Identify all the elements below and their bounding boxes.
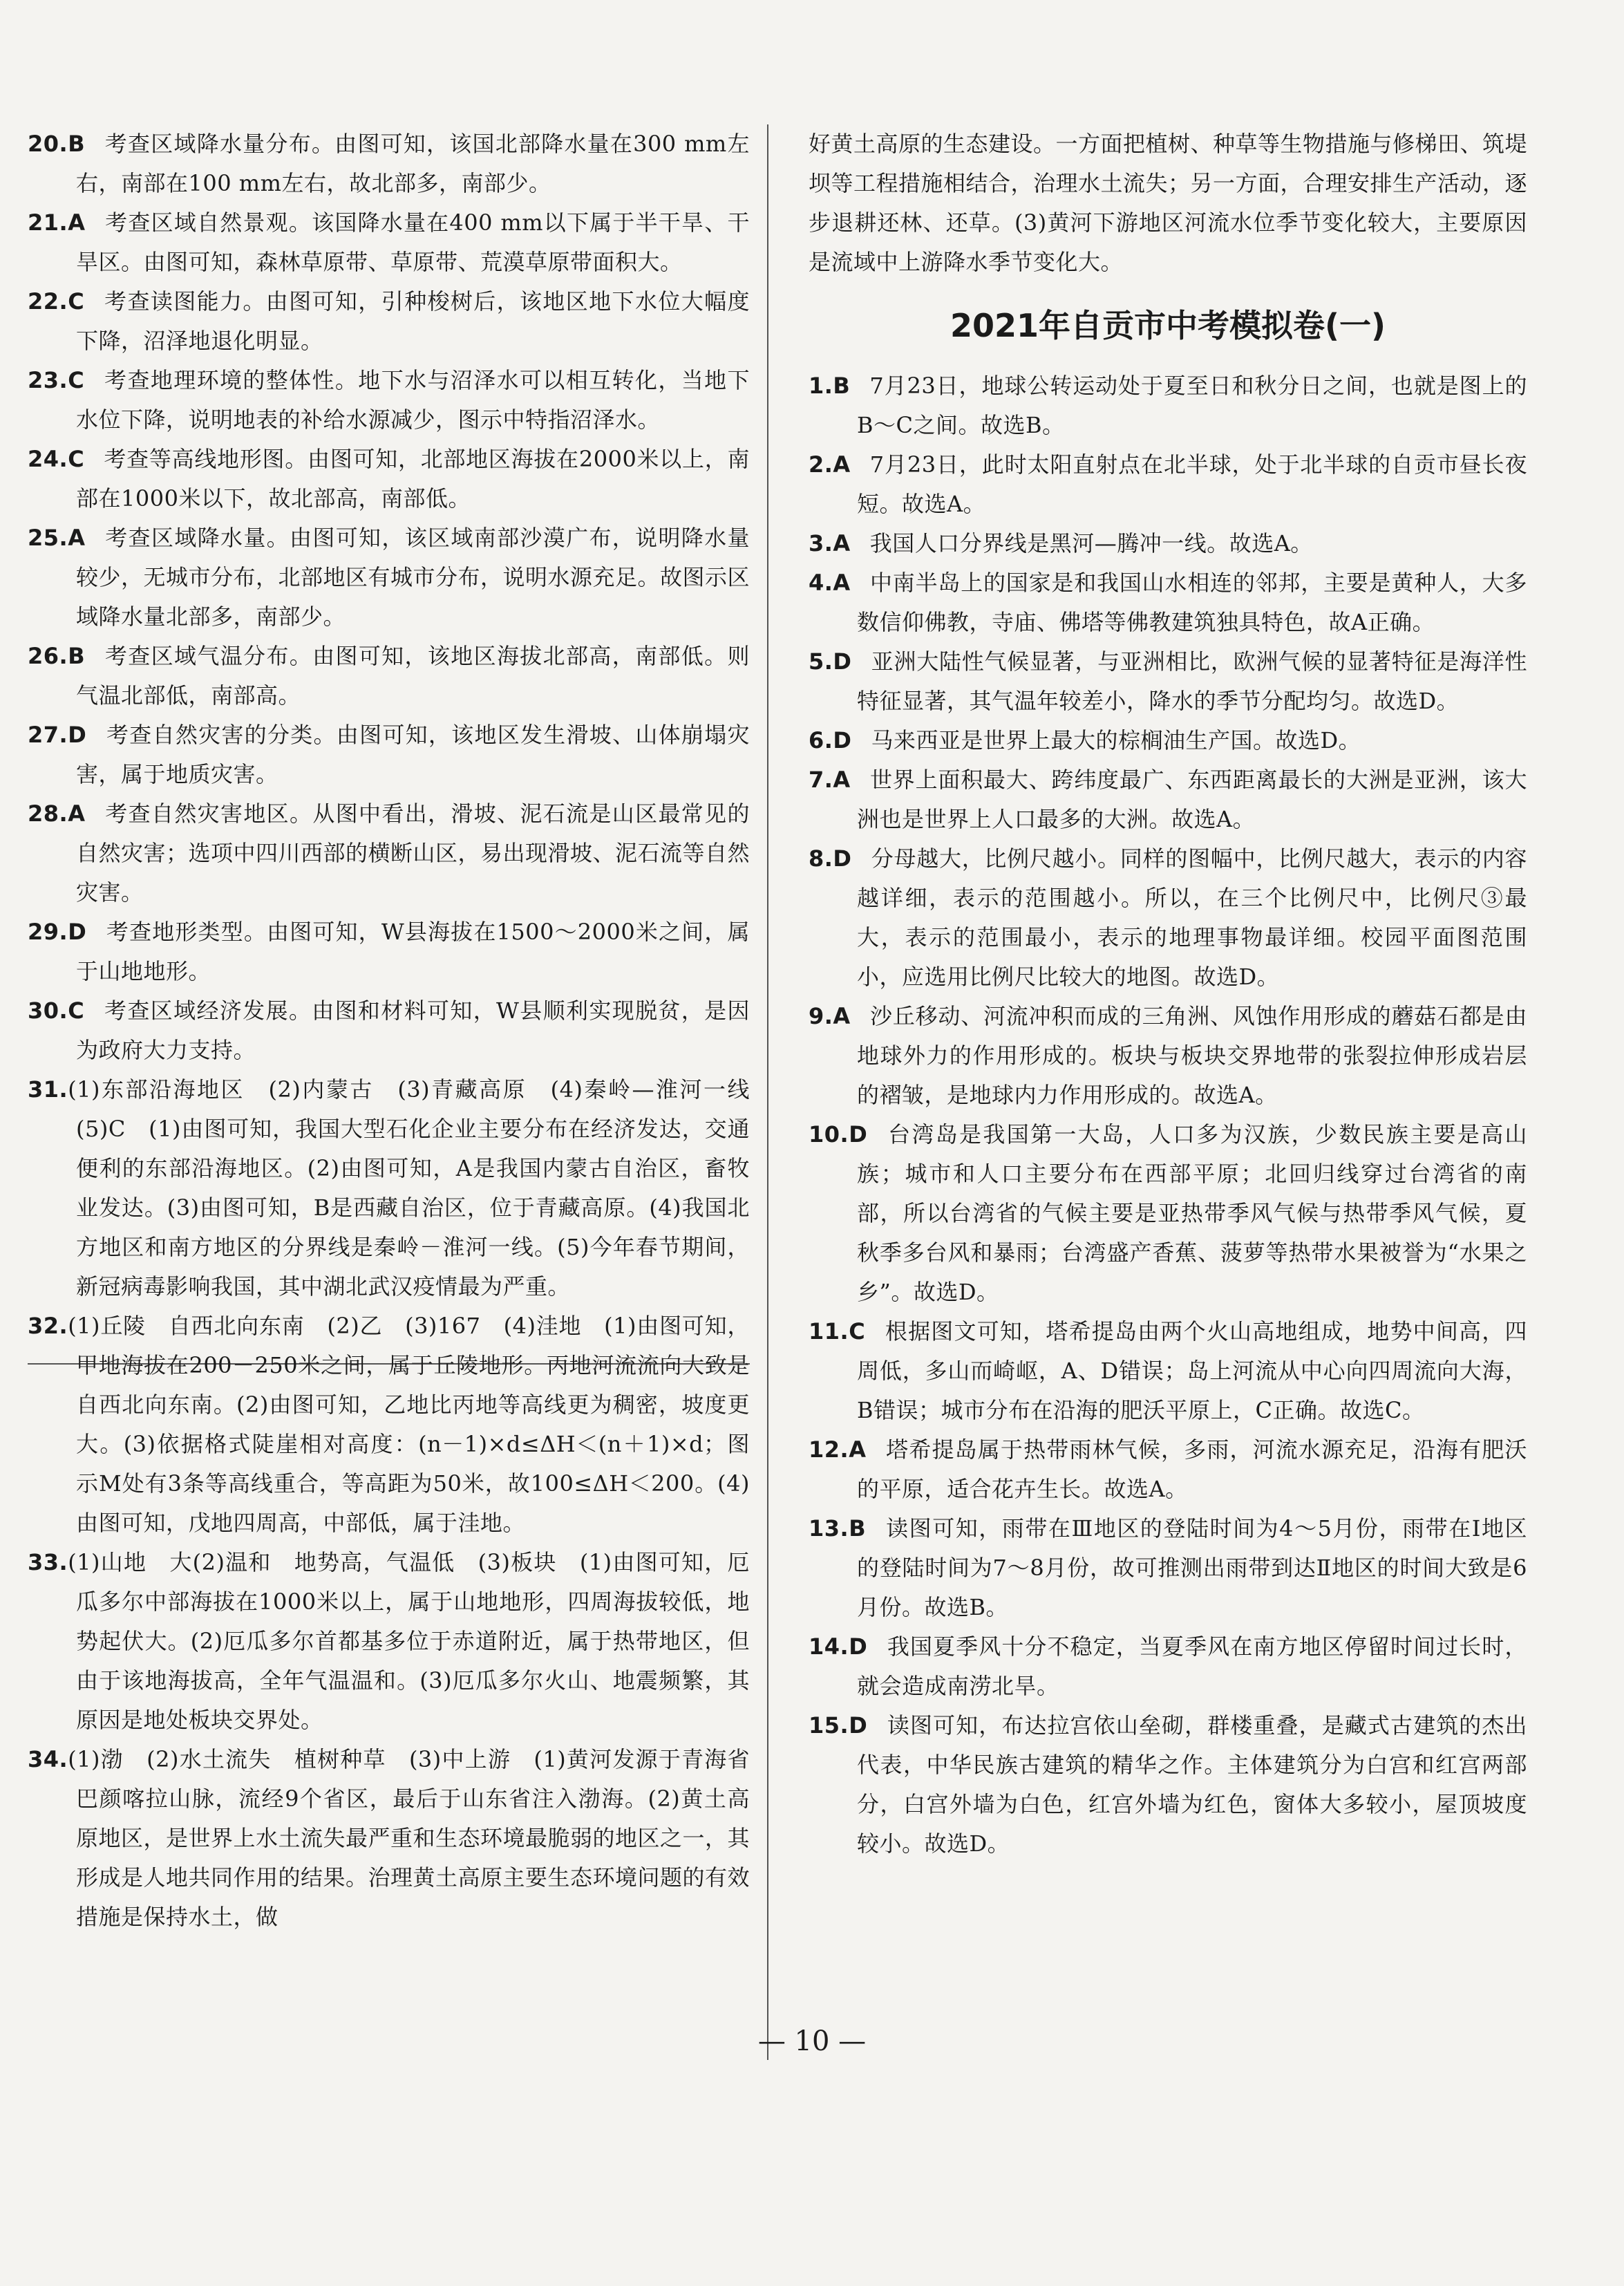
answer-item [28,440,750,518]
answer-explanation: 沙丘移动、河流冲积而成的三角洲、风蚀作用形成的蘑菇石都是由地球外力的作用形成的。板块与板块交界地带的张裂拉伸形成岩层的褶皱，是地球内力作用形成的。故选A。 [857,1003,1527,1108]
answer-item [28,912,750,991]
answer-explanation: (1)丘陵 自西北向东南 (2)乙 (3)167 (4)洼地 (1)由图可知，甲地海拔在200－250米之间，属于丘陵地形。丙地河流流向大致是自西北向东南。(2)由图可知，乙地比丙地等高线更为稠密，坡度更大。(3)依据格式陡崖相对高度：(n－1)×d≤ΔH＜(n＋1)×d；图示M处有3条等高线重合，等高距为50米，故100≤ΔH＜200。(4)由图可知，戊地四周高，中部低，属于洼地。 [68,1313,750,1536]
question-number: 6. [809,727,833,753]
answer-letter: B [68,643,86,669]
question-number: 7. [809,767,833,793]
answer-explanation: (1)东部沿海地区 (2)内蒙古 (3)青藏高原 (4)秦岭—淮河一线 (5)C (1)由图可知，我国大型石化企业主要分布在经济发达，交通便利的东部沿海地区。(2)由图可知，A是我国内蒙古自治区，畜牧业发达。(3)由图可知，B是西藏自治区，位于青藏高原。(4)我国北方地区和南方地区的分界线是秦岭－淮河一线。(5)今年春节期间，新冠病毒影响我国，其中湖北武汉疫情最为严重。 [68,1076,773,1300]
answer-explanation: 我国夏季风十分不稳定，当夏季风在南方地区停留时间过长时，就会造成南涝北旱。 [857,1633,1527,1699]
answer-item [809,524,1527,563]
answer-letter: C [849,1318,866,1345]
question-number: 29. [28,919,68,945]
answer-explanation: 考查区域自然景观。该国降水量在400 mm以下属于半干旱、干旱区。由图可知，森林草原带、草原带、荒漠草原带面积大。 [76,209,750,275]
right-answer-list [809,366,1527,1864]
answer-letter: A [68,525,86,551]
question-number: 8. [809,845,833,872]
answer-letter: A [849,1436,867,1463]
answer-explanation: 考查地形类型。由图可知，W县海拔在1500～2000米之间，属于山地地形。 [76,919,750,984]
question-number: 24. [28,446,68,472]
answer-item [809,563,1527,642]
answer-letter: C [68,446,85,472]
answer-letter: A [833,451,851,478]
answer-letter: B [833,373,851,399]
answer-item [28,203,750,282]
answer-letter: A [68,209,86,236]
answer-letter: B [849,1515,867,1542]
answer-explanation: 7月23日，此时太阳直射点在北半球，处于北半球的自贡市昼长夜短。故选A。 [857,451,1527,517]
answer-explanation: 世界上面积最大、跨纬度最广、东西距离最长的大洲是亚洲，该大洲也是世界上人口最多的大洲。故选A。 [857,767,1527,832]
question-number: 31. [28,1076,68,1103]
answer-explanation: 塔希提岛属于热带雨林气候，多雨，河流水源充足，沿海有肥沃的平原，适合花卉生长。故选A。 [857,1436,1527,1502]
answer-item [809,1312,1527,1430]
answer-item [809,1627,1527,1706]
answer-explanation: 台湾岛是我国第一大岛，人口多为汉族，少数民族主要是高山族；城市和人口主要分布在西部平原；北回归线穿过台湾省的南部，所以台湾省的气候主要是亚热带季风气候与热带季风气候，夏秋季多台风和暴雨；台湾盛产香蕉、菠萝等热带水果被誉为“水果之乡”。故选D。 [857,1121,1527,1305]
question-number: 1. [809,373,833,399]
answer-item [28,518,750,637]
answer-letter: A [833,1003,851,1029]
answer-explanation: 中南半岛上的国家是和我国山水相连的邻邦，主要是黄种人，大多数信仰佛教，寺庙、佛塔等佛教建筑独具特色，故A正确。 [857,570,1527,635]
answer-explanation: 根据图文可知，塔希提岛由两个火山高地组成，地势中间高，四周低，多山而崎岖，A、D错误；岛上河流从中心向四周流向大海，B错误；城市分布在沿海的肥沃平原上，C正确。故选C。 [857,1318,1527,1423]
answer-letter: D [849,1712,868,1739]
answer-item [28,991,750,1070]
answer-explanation: 考查区域降水量。由图可知，该区域南部沙漠广布，说明降水量较少，无城市分布，北部地区有城市分布，说明水源充足。故图示区域降水量北部多，南部少。 [76,525,750,630]
answer-explanation: 亚洲大陆性气候显著，与亚洲相比，欧洲气候的显著特征是海洋性特征显著，其气温年较差小，降水的季节分配均匀。故选D。 [857,648,1527,714]
answer-explanation: 我国人口分界线是黑河—腾冲一线。故选A。 [869,530,1313,556]
answer-explanation: 考查区域气温分布。由图可知，该地区海拔北部高，南部低。则气温北部低，南部高。 [76,643,750,709]
question-number: 14. [809,1633,849,1660]
page-number: — 10 — [757,2025,867,2057]
answer-letter: C [68,367,85,393]
continued-answer-text: 好黄土高原的生态建设。一方面把植树、种草等生物措施与修梯田、筑堤坝等工程措施相结合，治理水土流失；另一方面，合理安排生产活动，逐步退耕还林、还草。(3)黄河下游地区河流水位季节变化较大，主要原因是流域中上游降水季节变化大。 [809,131,1528,275]
answer-letter: D [68,722,87,748]
answer-explanation: 考查区域经济发展。由图和材料可知，W县顺利实现脱贫，是因为政府大力支持。 [76,997,750,1063]
answer-item [28,794,750,912]
answer-letter: C [68,997,85,1024]
question-number: 13. [809,1515,849,1542]
question-number: 4. [809,570,833,596]
answer-letter: D [849,1633,868,1660]
question-number: 32. [28,1313,68,1339]
answer-letter: A [833,767,851,793]
answer-item [28,1070,773,1306]
question-number: 21. [28,209,68,236]
answer-letter: B [68,131,86,157]
answer-explanation: 考查自然灾害地区。从图中看出，滑坡、泥石流是山区最常见的自然灾害；选项中四川西部的横断山区，易出现滑坡、泥石流等自然灾害。 [76,800,750,906]
answer-item [28,1740,750,1937]
answer-letter: A [68,800,86,827]
question-number: 25. [28,525,68,551]
answer-item [28,361,750,440]
question-number: 9. [809,1003,833,1029]
answer-explanation: (1)山地 大(2)温和 地势高，气温低 (3)板块 (1)由图可知，厄瓜多尔中部海拔在1000米以上，属于山地地形，四周海拔较低，地势起伏大。(2)厄瓜多尔首都基多位于赤道附近，属于热带地区，但由于该地海拔高，全年气温温和。(3)厄瓜多尔火山、地震频繁，其原因是地处板块交界处。 [68,1549,750,1733]
answer-explanation: 7月23日，地球公转运动处于夏至日和秋分日之间，也就是图上的B～C之间。故选B。 [857,373,1527,438]
answer-explanation: 马来西亚是世界上最大的棕榈油生产国。故选D。 [871,727,1361,753]
answer-item [809,1706,1527,1864]
answer-explanation: 考查等高线地形图。由图可知，北部地区海拔在2000米以上，南部在1000米以下，故北部高，南部低。 [76,446,750,512]
answer-letter: C [68,288,85,315]
answer-letter: D [833,845,852,872]
answer-item [809,721,1527,760]
answer-item [28,1306,750,1543]
answer-explanation: 考查区域降水量分布。由图可知，该国北部降水量在300 mm左右，南部在100 mm左右，故北部多，南部少。 [76,131,750,196]
answer-letter: D [68,919,87,945]
answer-item [809,760,1527,839]
answer-explanation: 考查读图能力。由图可知，引种梭树后，该地区地下水位大幅度下降，沼泽地退化明显。 [76,288,750,354]
question-number: 20. [28,131,68,157]
question-number: 10. [809,1121,849,1147]
answer-item [28,282,750,361]
answer-item [809,642,1527,721]
answer-item [809,839,1527,997]
answer-explanation: 分母越大，比例尺越小。同样的图幅中，比例尺越大，表示的内容越详细，表示的范围越小。所以，在三个比例尺中，比例尺③最大，表示的范围最小，表示的地理事物最详细。校园平面图范围小，应选用比例尺比较大的地图。故选D。 [857,845,1527,990]
question-number: 27. [28,722,68,748]
answer-item [809,997,1527,1115]
answer-item [28,715,750,794]
answer-letter: D [849,1121,868,1147]
question-number: 22. [28,288,68,315]
question-number: 23. [28,367,68,393]
left-answer-list [28,124,773,1937]
question-number: 3. [809,530,833,556]
answer-item [28,637,750,715]
question-number: 11. [809,1318,849,1345]
answer-item [809,1115,1527,1312]
question-number: 30. [28,997,68,1024]
left-column [28,124,773,1937]
question-number: 33. [28,1549,68,1575]
answer-item [809,445,1527,524]
answer-item [809,1509,1527,1627]
answer-explanation: 考查自然灾害的分类。由图可知，该地区发生滑坡、山体崩塌灾害，属于地质灾害。 [76,722,750,787]
question-number: 26. [28,643,68,669]
answer-letter: A [833,570,851,596]
answer-item [28,1543,750,1740]
right-column [809,124,1527,1864]
answer-letter: D [833,648,852,675]
answer-item [809,366,1527,445]
question-number: 2. [809,451,833,478]
answer-letter: D [833,727,852,753]
answer-explanation: 读图可知，布达拉宫依山垒砌，群楼重叠，是藏式古建筑的杰出代表，中华民族古建筑的精华之作。主体建筑分为白宫和红宫两部分，白宫外墙为白色，红宫外墙为红色，窗体大多较小，屋顶坡度较小。故选D。 [857,1712,1527,1857]
question-number: 34. [28,1746,68,1772]
answer-explanation: 考查地理环境的整体性。地下水与沼泽水可以相互转化，当地下水位下降，说明地表的补给水源减少，图示中特指沼泽水。 [76,367,750,433]
question-number: 12. [809,1436,849,1463]
answer-explanation: (1)渤 (2)水土流失 植树种草 (3)中上游 (1)黄河发源于青海省巴颜喀拉山脉，流经9个省区，最后于山东省注入渤海。(2)黄土高原地区，是世界上水土流失最严重和生态环境最脆弱的地区之一，其形成是人地共同作用的结果。治理黄土高原主要生态环境问题的有效措施是保持水土，做 [68,1746,750,1930]
answer-letter: A [833,530,851,556]
question-number: 15. [809,1712,849,1739]
answer-item [28,124,750,203]
answer-explanation: 读图可知，雨带在Ⅲ地区的登陆时间为4～5月份，雨带在Ⅰ地区的登陆时间为7～8月份，故可推测出雨带到达Ⅱ地区的时间大致是6月份。故选B。 [857,1515,1527,1620]
section-title: 2021年自贡市中考模拟卷(一) [950,307,1386,344]
question-number: 5. [809,648,833,675]
question-number: 28. [28,800,68,827]
answer-item [809,1430,1527,1509]
